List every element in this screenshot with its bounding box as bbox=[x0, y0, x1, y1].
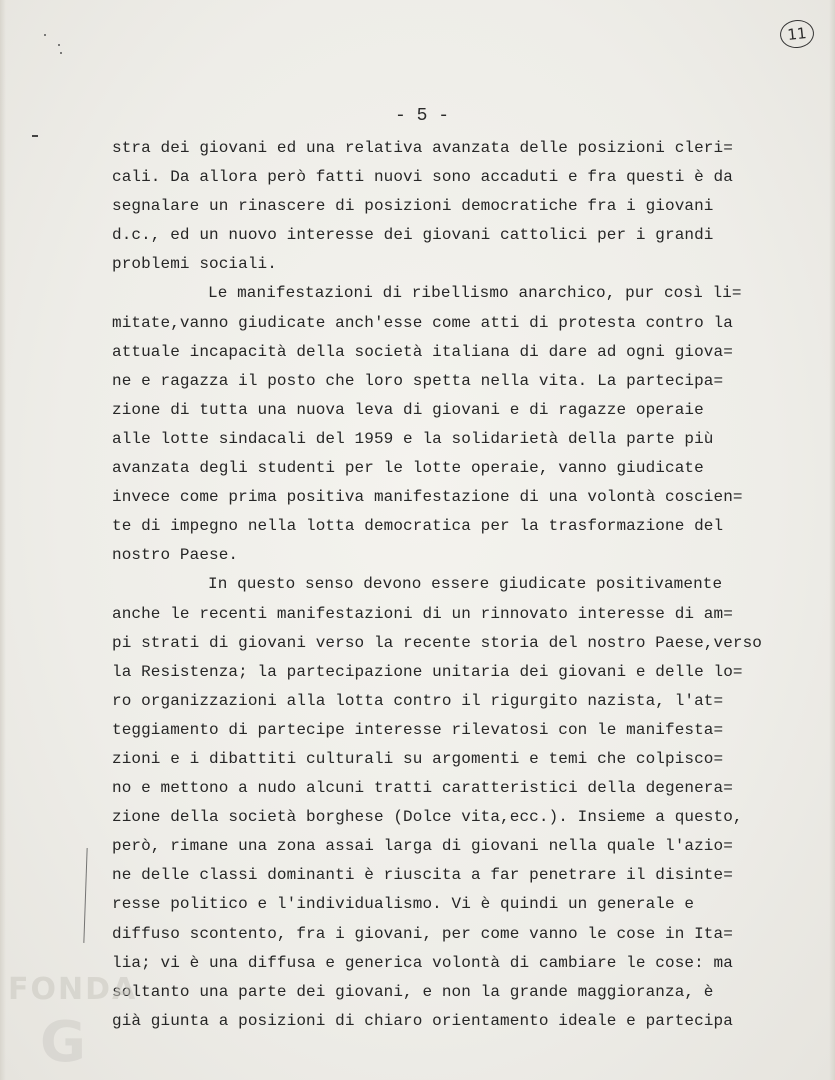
text-line: soltanto una parte dei giovani, e non la grande maggioranza, è bbox=[112, 982, 714, 1001]
text-line: zioni e i dibattiti culturali su argomenti e temi che colpisco= bbox=[112, 749, 724, 768]
text-line: teggiamento di partecipe interesse rilevatosi con le manifesta= bbox=[112, 720, 724, 739]
text-line: però, rimane una zona assai larga di giovani nella quale l'azio= bbox=[112, 837, 733, 856]
text-line: nostro Paese. bbox=[112, 546, 239, 565]
text-line: diffuso scontento, fra i giovani, per come vanno le cose in Ita= bbox=[112, 924, 733, 943]
text-line: attuale incapacità della società italiana di dare ad ogni giova= bbox=[112, 342, 733, 361]
scan-speck bbox=[44, 34, 46, 36]
scan-speck bbox=[58, 44, 60, 46]
text-line: stra dei giovani ed una relativa avanzata delle posizioni cleri= bbox=[112, 139, 733, 157]
text-line: cali. Da allora però fatti nuovi sono accaduti e fra questi è da bbox=[112, 168, 733, 187]
text-line: già giunta a posizioni di chiaro orientamento ideale e partecipa bbox=[112, 1011, 733, 1030]
archive-number-stamp: 11 bbox=[779, 18, 816, 49]
text-line: d.c., ed un nuovo interesse dei giovani cattolici per i grandi bbox=[112, 226, 714, 245]
text-line: zione di tutta una nuova leva di giovani e di ragazze operaie bbox=[112, 400, 704, 419]
archive-watermark: FONDA bbox=[8, 972, 138, 1007]
text-line: lia; vi è una diffusa e generica volontà di cambiare le cose: ma bbox=[112, 953, 733, 972]
scan-edge-left bbox=[0, 0, 6, 1080]
archive-watermark-initial: G bbox=[40, 1010, 86, 1075]
text-line: alle lotte sindacali del 1959 e la solidarietà della parte più bbox=[112, 429, 714, 448]
text-line: mitate,vanno giudicate anch'esse come atti di protesta contro la bbox=[112, 313, 733, 332]
text-line: zione della società borghese (Dolce vita,ecc.). Insieme a questo, bbox=[112, 808, 743, 827]
text-line: In questo senso devono essere giudicate positivamente bbox=[208, 575, 723, 594]
scan-edge-right bbox=[829, 0, 835, 1080]
text-line: resse politico e l'individualismo. Vi è quindi un generale e bbox=[112, 895, 695, 914]
text-line: pi strati di giovani verso la recente storia del nostro Paese,verso bbox=[112, 633, 763, 652]
text-line: anche le recenti manifestazioni di un rinnovato interesse di am= bbox=[112, 604, 733, 623]
text-line: te di impegno nella lotta democratica per la trasformazione del bbox=[112, 517, 724, 536]
text-line: Le manifestazioni di ribellismo anarchico, pur così li= bbox=[208, 284, 742, 303]
text-line: no e mettono a nudo alcuni tratti caratteristici della degenera= bbox=[112, 779, 733, 798]
text-line: avanzata degli studenti per le lotte operaie, vanno giudicate bbox=[112, 459, 704, 478]
margin-dash-mark bbox=[32, 135, 38, 137]
scan-speck bbox=[60, 52, 62, 54]
page-number: - 5 - bbox=[395, 106, 450, 126]
text-line: segnalare un rinascere di posizioni democratiche fra i giovani bbox=[112, 197, 714, 216]
text-line: ro organizzazioni alla lotta contro il rigurgito nazista, l'at= bbox=[112, 691, 724, 710]
text-line: problemi sociali. bbox=[112, 255, 277, 274]
text-line: la Resistenza; la partecipazione unitaria dei giovani e delle lo= bbox=[112, 662, 743, 681]
text-line: ne e ragazza il posto che loro spetta nella vita. La partecipa= bbox=[112, 371, 724, 390]
text-line: invece come prima positiva manifestazione di una volontà coscien= bbox=[112, 488, 743, 507]
margin-pencil-mark bbox=[83, 848, 89, 943]
typewritten-body-text bbox=[112, 134, 792, 1036]
text-line: ne delle classi dominanti è riuscita a far penetrare il disinte= bbox=[112, 866, 733, 885]
